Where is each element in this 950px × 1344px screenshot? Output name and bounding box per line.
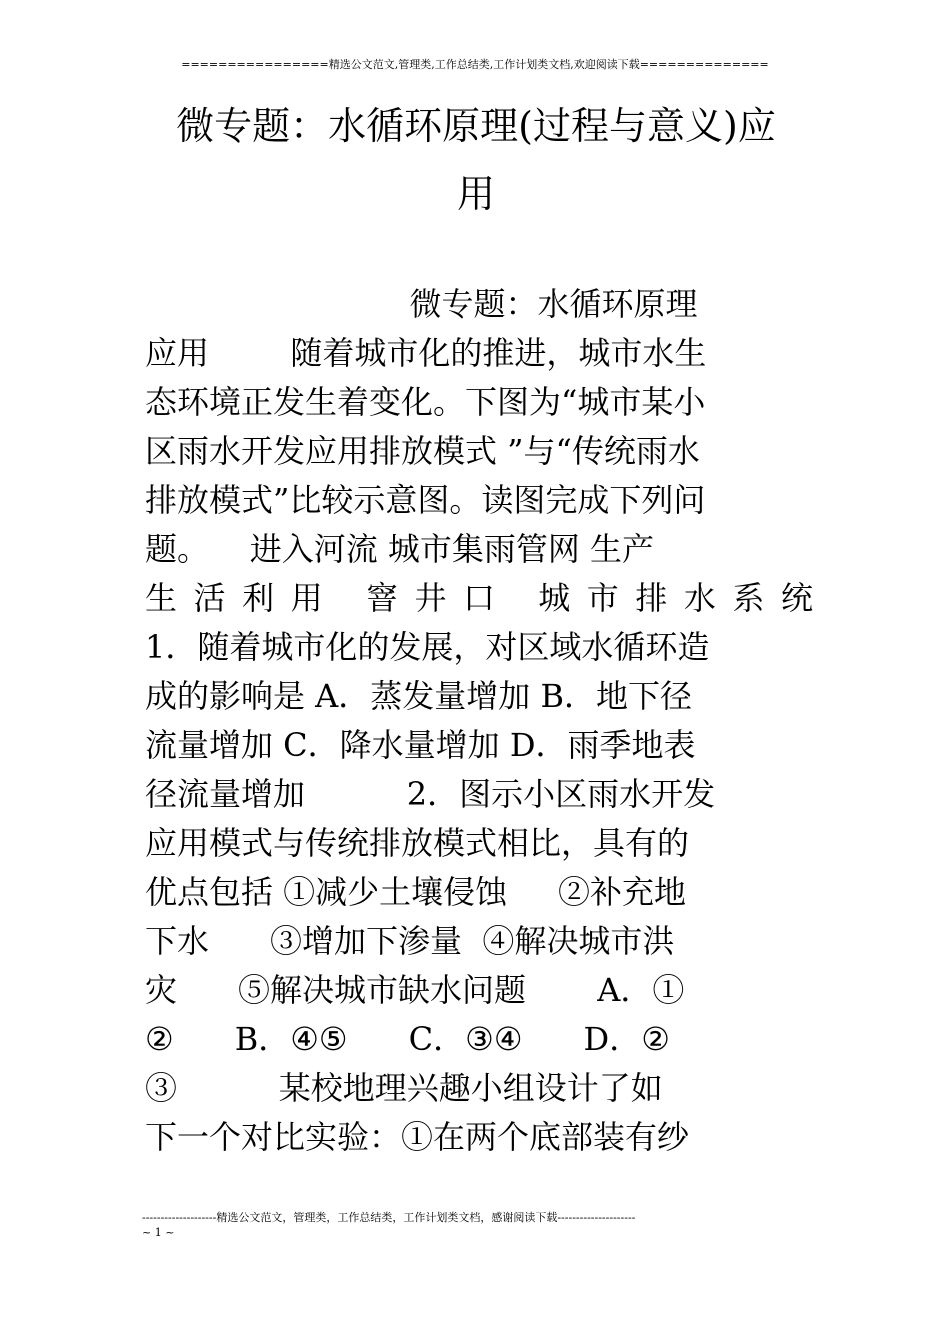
body-line: 区雨水开发应用排放模式 ”与“传统雨水: [145, 432, 700, 470]
title-line-1: 微专题：水循环原理(过程与意义)应: [176, 104, 776, 148]
document-body: [145, 280, 813, 1162]
page-header: ================精选公文范文,管理类,工作总结类,工作计划类文档,欢迎阅读下载==============: [181, 58, 769, 71]
body-line: 流量增加 C．降水量增加 D．雨季地表: [145, 726, 696, 764]
body-line: 下一个对比实验：①在两个底部装有纱: [145, 1118, 690, 1156]
body-line: 径流量增加 2．图示小区雨水开发: [145, 775, 716, 813]
body-line: 成的影响是 A．蒸发量增加 B．地下径: [145, 677, 692, 715]
body-line: 微专题：水循环原理: [145, 285, 698, 323]
document-title: [140, 92, 812, 228]
body-line: 态环境正发生着变化。下图为“城市某小: [145, 383, 706, 421]
body-line: 生活利用 窨井口 城市排水系统: [145, 579, 813, 617]
body-line: ② B．④⑤ C．③④ D．②: [145, 1020, 670, 1058]
body-line: 1．随着城市化的发展，对区域水循环造: [145, 628, 710, 666]
body-line: 题。 进入河流 城市集雨管网 生产: [145, 530, 655, 568]
title-line-2: 用: [456, 172, 495, 216]
body-line: 应用模式与传统排放模式相比，具有的: [145, 824, 690, 862]
page-number: ~ 1 ~: [142, 1226, 175, 1239]
body-line: 优点包括 ①减少土壤侵蚀 ②补充地: [145, 873, 687, 911]
body-line: 下水 ③增加下渗量 ④解决城市洪: [145, 922, 675, 960]
body-line: ③ 某校地理兴趣小组设计了如: [145, 1069, 663, 1107]
page-footer: --------------------精选公文范文，管理类，工作总结类，工作计划类文档，感谢阅读下载---------------------: [142, 1211, 636, 1224]
body-line: 灾 ⑤解决城市缺水问题 A．①: [145, 971, 685, 1009]
body-line: 应用 随着城市化的推进，城市水生: [145, 334, 707, 372]
body-line: 排放模式”比较示意图。读图完成下列问: [145, 481, 706, 519]
